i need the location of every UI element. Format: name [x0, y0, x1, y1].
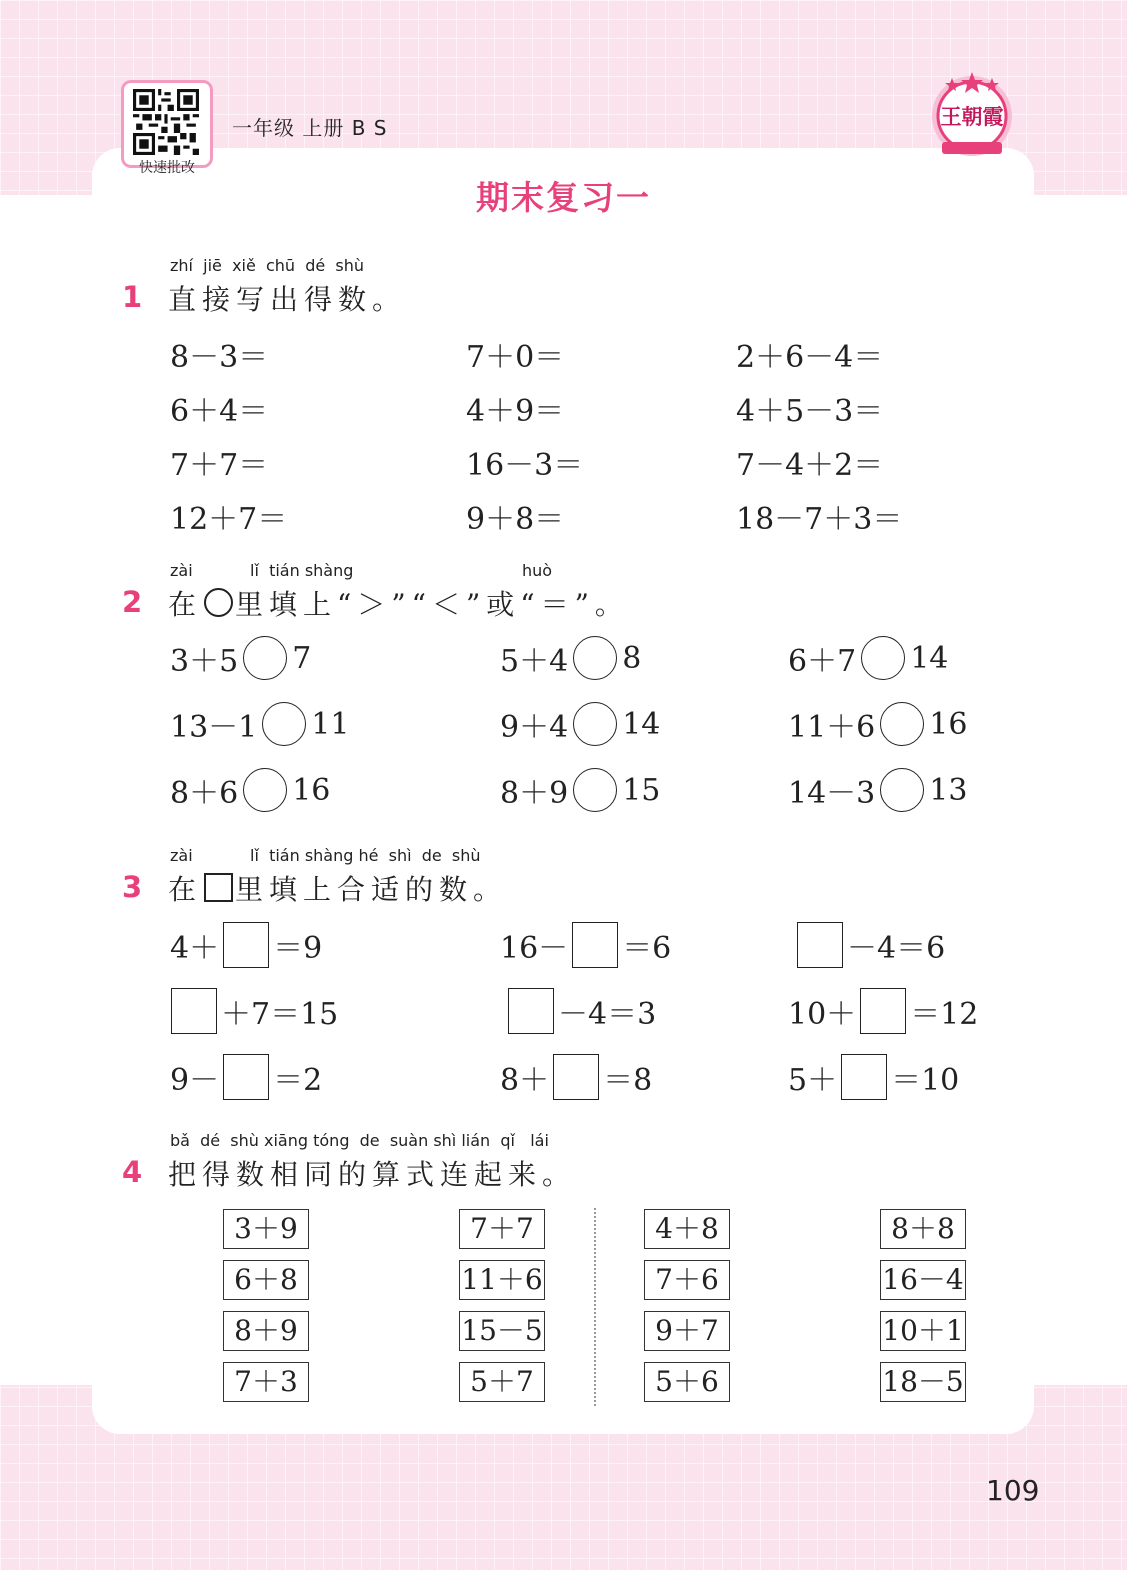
- page-title: 期末复习一: [476, 178, 651, 217]
- qr-code[interactable]: [121, 80, 213, 168]
- answer-box[interactable]: [508, 988, 554, 1034]
- answer-circle[interactable]: [243, 636, 287, 680]
- fill-item: 16－ ＝6: [500, 922, 671, 968]
- expression-card[interactable]: 5＋7: [459, 1362, 545, 1402]
- expression-card[interactable]: 7＋6: [644, 1260, 730, 1300]
- answer-box[interactable]: [223, 922, 269, 968]
- answer-box[interactable]: [797, 922, 843, 968]
- compare-item: 11＋6 16: [788, 702, 967, 746]
- q2-pinyin: lǐ tián shàng: [250, 561, 354, 580]
- compare-item: 3＋5 7: [170, 636, 311, 680]
- q2-pinyin: zài: [170, 561, 193, 580]
- q4-pinyin: bǎ dé shù xiāng tóng de suàn shì lián qǐ lái: [170, 1131, 549, 1150]
- fill-item: 5＋ ＝10: [788, 1054, 959, 1100]
- q3-text-end: 里填上合适的数。: [235, 873, 508, 906]
- q1-instruction: 直接写出得数。: [168, 283, 407, 316]
- q2-pinyin: huò: [522, 561, 553, 580]
- compare-item: 8＋9 15: [500, 768, 660, 812]
- q3-text-start: 在: [168, 873, 203, 906]
- answer-box[interactable]: [223, 1054, 269, 1100]
- q1-expression: 2＋6－4＝: [736, 340, 884, 375]
- q2-instruction: [168, 583, 629, 623]
- q1-number: 1: [122, 280, 143, 314]
- q3-number: 3: [122, 870, 143, 904]
- q4-number: 4: [122, 1155, 143, 1189]
- fill-item: －4＝3: [504, 988, 656, 1034]
- compare-item: 14－3 13: [788, 768, 967, 812]
- answer-circle[interactable]: [861, 636, 905, 680]
- q1-expression: 4＋5－3＝: [736, 394, 884, 429]
- answer-box[interactable]: [553, 1054, 599, 1100]
- expression-card[interactable]: 7＋7: [459, 1209, 545, 1249]
- q1-expression: 8－3＝: [170, 340, 269, 375]
- fill-item: 10＋ ＝12: [788, 988, 978, 1034]
- qr-code-icon: [133, 89, 199, 155]
- divider-dotted: [594, 1208, 596, 1406]
- compare-item: 13－1 11: [170, 702, 349, 746]
- q4-instruction: 把得数相同的算式连起来。: [168, 1158, 577, 1191]
- answer-circle[interactable]: [573, 702, 617, 746]
- expression-card[interactable]: 11＋6: [459, 1260, 545, 1300]
- brand-logo-text: 王朝霞: [940, 104, 1004, 129]
- expression-card[interactable]: 7＋3: [223, 1362, 309, 1402]
- answer-box[interactable]: [171, 988, 217, 1034]
- q3-pinyin: zài: [170, 846, 193, 865]
- fill-item: ＋7＝15: [167, 988, 338, 1034]
- answer-circle[interactable]: [573, 636, 617, 680]
- q1-expression: 7－4＋2＝: [736, 448, 884, 483]
- q2-text-end: 里填上“＞”“＜”或“＝”。: [235, 588, 629, 621]
- answer-box[interactable]: [572, 922, 618, 968]
- answer-box[interactable]: [860, 988, 906, 1034]
- qr-caption: 快速批改: [139, 160, 195, 176]
- expression-card[interactable]: 15－5: [459, 1311, 545, 1351]
- compare-item: 9＋4 14: [500, 702, 660, 746]
- q2-text-start: 在: [168, 588, 203, 621]
- compare-item: 5＋4 8: [500, 636, 641, 680]
- answer-box[interactable]: [841, 1054, 887, 1100]
- q1-expression: 18－7＋3＝: [736, 502, 903, 537]
- q1-expression: 7＋7＝: [170, 448, 269, 483]
- q3-instruction: [168, 868, 507, 908]
- fill-item: 9－ ＝2: [170, 1054, 322, 1100]
- q1-pinyin: zhí jiē xiě chū dé shù: [170, 256, 365, 275]
- answer-circle[interactable]: [243, 768, 287, 812]
- q1-expression: 7＋0＝: [466, 340, 565, 375]
- answer-circle[interactable]: [880, 768, 924, 812]
- grade-label: 一年级 上册 B S: [232, 116, 388, 140]
- expression-card[interactable]: 16－4: [880, 1260, 966, 1300]
- expression-card[interactable]: 3＋9: [223, 1209, 309, 1249]
- compare-item: 6＋7 14: [788, 636, 948, 680]
- q2-number: 2: [122, 585, 143, 619]
- q1-expression: 16－3＝: [466, 448, 584, 483]
- answer-circle[interactable]: [880, 702, 924, 746]
- square-symbol-icon: [204, 873, 233, 902]
- expression-card[interactable]: 10＋1: [880, 1311, 966, 1351]
- fill-item: －4＝6: [793, 922, 945, 968]
- answer-circle[interactable]: [262, 702, 306, 746]
- q3-pinyin: lǐ tián shàng hé shì de shù: [250, 846, 481, 865]
- expression-card[interactable]: 8＋8: [880, 1209, 966, 1249]
- q1-expression: 12＋7＝: [170, 502, 288, 537]
- expression-card[interactable]: 18－5: [880, 1362, 966, 1402]
- page-number: 109: [986, 1474, 1040, 1507]
- fill-item: 4＋ ＝9: [170, 922, 322, 968]
- q1-expression: 9＋8＝: [466, 502, 565, 537]
- expression-card[interactable]: 9＋7: [644, 1311, 730, 1351]
- answer-circle[interactable]: [573, 768, 617, 812]
- fill-item: 8＋ ＝8: [500, 1054, 652, 1100]
- compare-item: 8＋6 16: [170, 768, 330, 812]
- q1-expression: 6＋4＝: [170, 394, 269, 429]
- expression-card[interactable]: 8＋9: [223, 1311, 309, 1351]
- circle-symbol-icon: [204, 588, 233, 617]
- expression-card[interactable]: 5＋6: [644, 1362, 730, 1402]
- q1-expression: 4＋9＝: [466, 394, 565, 429]
- expression-card[interactable]: 6＋8: [223, 1260, 309, 1300]
- expression-card[interactable]: 4＋8: [644, 1209, 730, 1249]
